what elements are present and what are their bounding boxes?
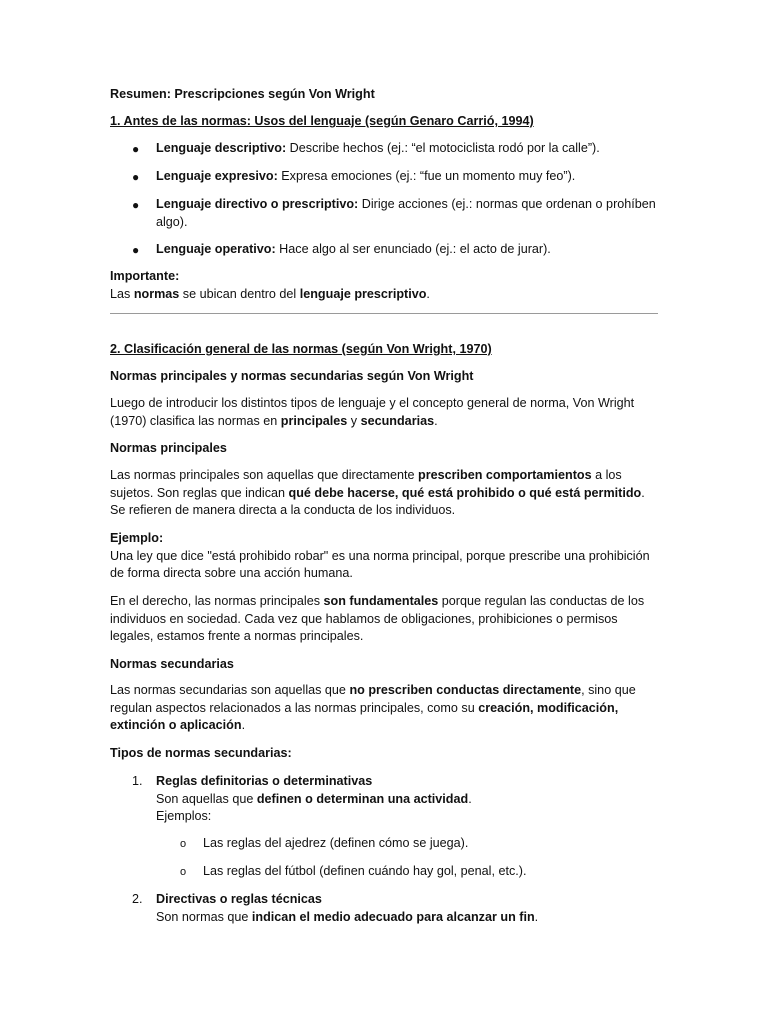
sub-list-item: Las reglas del ajedrez (definen cómo se juega). xyxy=(203,836,469,850)
bullet-icon: ● xyxy=(132,142,140,156)
sub-list-item: Las reglas del fútbol (definen cuándo hay gol, penal, etc.). xyxy=(203,864,527,878)
bullet-icon: ● xyxy=(132,170,140,184)
section2-subheading: Normas principales y normas secundarias según Von Wright xyxy=(110,369,474,383)
list-item: Directivas o reglas técnicas Son normas que indican el medio adecuado para alcanzar un fin. xyxy=(156,892,539,924)
important-note: Importante: Las normas se ubican dentro del lenguaje prescriptivo. xyxy=(110,269,430,301)
principales-heading: Normas principales xyxy=(110,441,227,455)
secundarias-paragraph: Las normas secundarias son aquellas que no prescriben conductas directamente, sino que regulan aspectos relacionados a las normas principales, como su creación, modificación, extinción o aplicación. xyxy=(110,683,636,732)
list-number: 2. xyxy=(132,892,143,906)
list-item: Lenguaje expresivo: Expresa emociones (ej.: “fue un momento muy feo”). xyxy=(156,169,576,183)
secundarias-heading: Normas secundarias xyxy=(110,657,234,671)
list-item: Reglas definitorias o determinativas Son aquellas que definen o determinan una actividad. Ejemplos: xyxy=(156,774,472,823)
bullet-icon: ● xyxy=(132,243,140,257)
derecho-paragraph: En el derecho, las normas principales son fundamentales porque regulan las conductas de los individuos en sociedad. Cada vez que hablamos de obligaciones, prohibiciones o permisos legales, estamos frente a normas principales. xyxy=(110,594,645,643)
section2-heading: 2. Clasificación general de las normas (según Von Wright, 1970) xyxy=(110,342,492,356)
bullet-icon: ● xyxy=(132,198,140,212)
section1-heading: 1. Antes de las normas: Usos del lenguaje (según Genaro Carrió, 1994) xyxy=(110,114,534,128)
list-item: Lenguaje descriptivo: Describe hechos (ej.: “el motociclista rodó por la calle”). xyxy=(156,141,600,155)
list-item: Lenguaje operativo: Hace algo al ser enunciado (ej.: el acto de jurar). xyxy=(156,242,551,256)
list-item: Lenguaje directivo o prescriptivo: Dirige acciones (ej.: normas que ordenan o prohíben algo). xyxy=(156,197,656,229)
intro-paragraph: Luego de introducir los distintos tipos de lenguaje y el concepto general de norma, Von Wright (1970) clasifica las normas en principales y secundarias. xyxy=(110,396,635,428)
circle-bullet-icon: o xyxy=(180,866,187,878)
tipos-heading: Tipos de normas secundarias: xyxy=(110,746,292,760)
document-title: Resumen: Prescripciones según Von Wright xyxy=(110,87,375,101)
horizontal-divider xyxy=(110,313,658,314)
circle-bullet-icon: o xyxy=(180,838,187,850)
principales-paragraph: Las normas principales son aquellas que directamente prescriben comportamientos a los sujetos. Son reglas que indican qué debe hacerse, qué está prohibido o qué está permitido. Se refieren de manera directa a la conducta de los individuos. xyxy=(110,468,645,517)
ejemplo-block: Ejemplo: Una ley que dice "está prohibido robar" es una norma principal, porque prescribe una prohibición de forma directa sobre una acción humana. xyxy=(110,531,650,580)
list-number: 1. xyxy=(132,774,143,788)
